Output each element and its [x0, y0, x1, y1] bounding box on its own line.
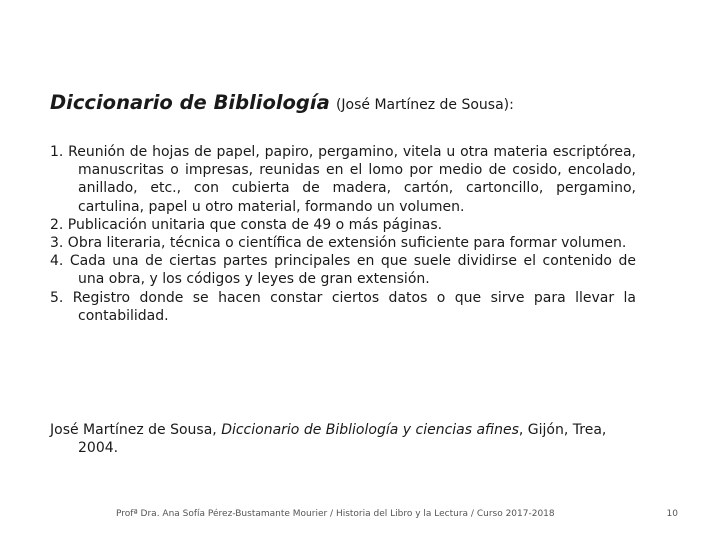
citation-details: , Gijón, Trea, 2004. [78, 422, 607, 457]
citation [50, 421, 636, 457]
definition-item: 2. Publicación unitaria que consta de 49 o más páginas. [50, 216, 443, 233]
definition-item: 5. Registro donde se hacen constar ciertos datos o que sirve para llevar la contabilidad. [50, 289, 636, 324]
definition-item: 4. Cada una de ciertas partes principales en que suele dividirse el contenido de una obra, y los códigos y leyes de gran extensión. [50, 253, 636, 288]
footer-credit: Profª Dra. Ana Sofía Pérez-Bustamante Mourier / Historia del Libro y la Lectura / Curso 2017-2018 [116, 509, 555, 519]
definition-item: 1. Reunión de hojas de papel, papiro, pergamino, vitela u otra materia escriptórea, manuscritas o impresas, reunidas en el lomo por medio de cosido, encolado, anillado, etc., con cubierta de madera, cartón, cartoncillo, pergamino, cartulina, papel u otro material, formando un volumen. [50, 144, 636, 215]
definition-item: 3. Obra literaria, técnica o científica de extensión suficiente para formar volumen. [50, 235, 627, 252]
footer [0, 509, 720, 523]
title-author: (José Martínez de Sousa): [335, 97, 514, 113]
slide-title [50, 90, 670, 118]
citation-work: Diccionario de Bibliología y ciencias afines [221, 422, 519, 438]
citation-author: José Martínez de Sousa, [50, 422, 222, 438]
definition-list [50, 143, 636, 325]
page-number: 10 [666, 509, 678, 519]
title-main: Diccionario de Bibliología [50, 91, 330, 114]
